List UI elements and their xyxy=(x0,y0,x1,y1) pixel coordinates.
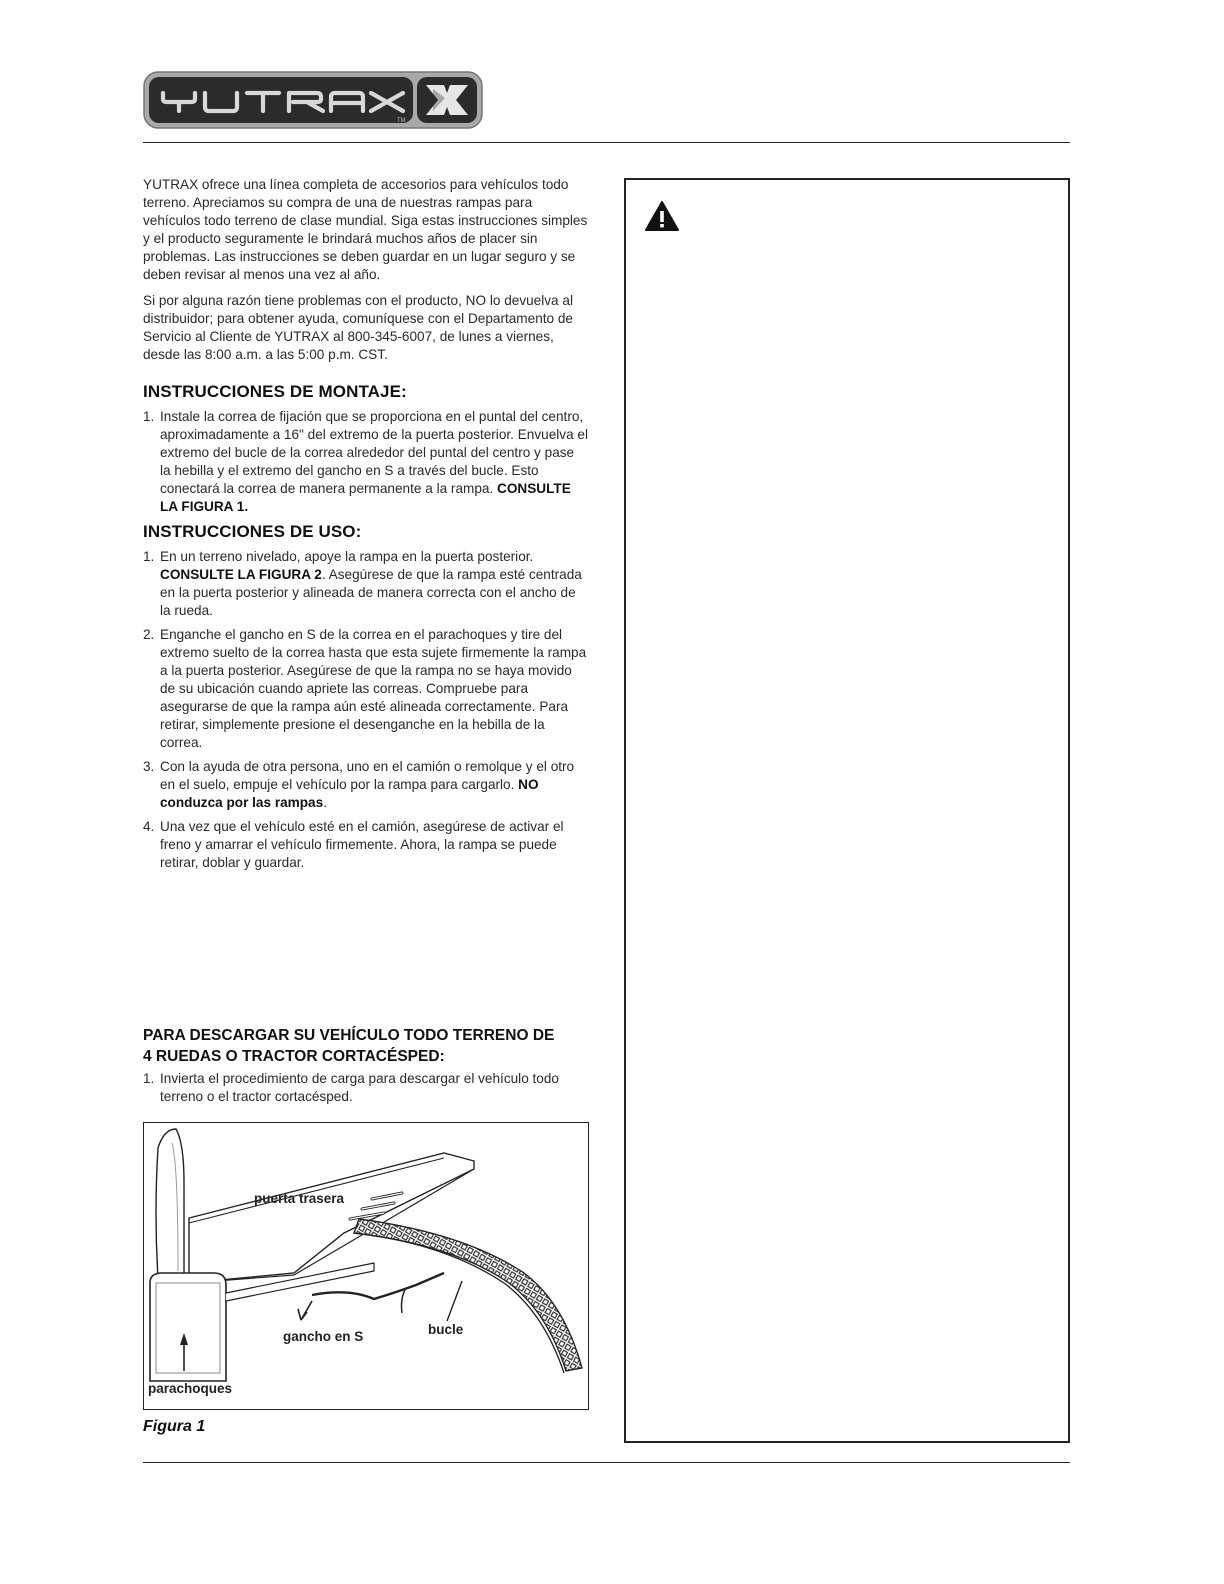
step-number: 1. xyxy=(143,549,155,564)
yutrax-logo xyxy=(143,71,483,132)
label-tailgate: puerta trasera xyxy=(254,1191,345,1206)
assembly-heading: INSTRUCCIONES DE MONTAJE: xyxy=(143,382,407,401)
unload-section xyxy=(143,1026,588,1112)
list-item xyxy=(143,1070,588,1106)
step-text: Una vez que el vehículo esté en el camión, asegúrese de activar el freno y amarrar el vehículo firmemente. Ahora, la rampa se puede retirar, doblar y guardar. xyxy=(160,819,564,870)
step-text: Invierta el procedimiento de carga para descargar el vehículo todo terreno o el tractor cortacésped. xyxy=(160,1071,559,1104)
list-item xyxy=(143,758,588,812)
top-rule xyxy=(143,142,1070,143)
intro-paragraph-2: Si por alguna razón tiene problemas con el producto, NO lo devuelva al distribuidor; para obtener ayuda, comuníquese con el Departamento de Servicio al Cliente de YUTRAX al 800-345-6007, de lunes a viernes, desde las 8:00 a.m. a las 5:00 p.m. CST. xyxy=(143,293,573,362)
label-bumper: parachoques xyxy=(148,1381,233,1396)
list-item xyxy=(143,408,588,516)
brand-name: YUTRAX xyxy=(151,131,156,132)
bumper-shape xyxy=(150,1273,226,1381)
warning-box xyxy=(624,178,1070,1443)
step-number: 4. xyxy=(143,819,155,834)
usage-heading: INSTRUCCIONES DE USO: xyxy=(143,522,362,541)
step-text: Con la ayuda de otra persona, uno en el camión o remolque y el otro en el suelo, empuje el vehículo por la rampa para cargarlo. xyxy=(160,759,575,792)
step-number: 3. xyxy=(143,759,155,774)
list-item xyxy=(143,626,588,752)
trademark-mark: TM xyxy=(397,118,406,124)
unload-heading-line-2: 4 RUEDAS O TRACTOR CORTACÉSPED: xyxy=(143,1048,445,1065)
warning-emphasis: NO conduzca por las rampas xyxy=(160,777,539,810)
step-text: . Asegúrese de que la rampa esté centrada en la puerta posterior y alineada de manera correcta con el ancho de la rueda. xyxy=(160,567,582,618)
unload-steps xyxy=(143,1070,588,1106)
figure-caption: Figura 1 xyxy=(143,1418,206,1435)
step-number: 1. xyxy=(143,409,155,424)
usage-steps xyxy=(143,548,588,872)
assembly-steps xyxy=(143,408,588,516)
list-item xyxy=(143,818,588,872)
step-number: 2. xyxy=(143,627,155,642)
truck-post-shape xyxy=(156,1129,184,1278)
bottom-rule xyxy=(143,1462,1070,1463)
unload-heading-line-1: PARA DESCARGAR SU VEHÍCULO TODO TERRENO DE xyxy=(143,1027,555,1044)
left-column xyxy=(143,176,588,878)
step-text: Instale la correa de fijación que se proporciona en el puntal del centro, aproximadamente a 16" del extremo de la puerta posterior. Envuelva el extremo del bucle de la correa alrededor del puntal del centro y pase la hebilla y el extremo del gancho en S a través del bucle. Esto conectará la correa de manera permanente a la rampa. xyxy=(160,409,588,496)
warning-triangle-icon xyxy=(644,200,680,232)
step-text: . xyxy=(323,795,327,810)
label-s-hook: gancho en S xyxy=(283,1329,364,1344)
step-text: En un terreno nivelado, apoye la rampa en la puerta posterior. xyxy=(160,549,534,564)
figure-1 xyxy=(143,1122,589,1410)
label-loop: bucle xyxy=(428,1322,464,1337)
tailgate-shape xyxy=(189,1153,474,1283)
figure-reference: CONSULTE LA FIGURA 1. xyxy=(160,481,571,514)
ramp-illustration xyxy=(144,1123,590,1411)
intro-paragraph-1: YUTRAX ofrece una línea completa de accesorios para vehículos todo terreno. Apreciamos su compra de una de nuestras rampas para vehículos todo terreno de clase mundial. Siga estas instrucciones simples y el producto seguramente le brindará muchos años de placer sin problemas. Las instrucciones se deben guardar en un lugar seguro y se deben revisar al menos una vez al año. xyxy=(143,177,588,282)
step-text: Enganche el gancho en S de la correa en el parachoques y tire del extremo suelto de la correa hasta que esta sujete firmemente la rampa a la puerta posterior. Asegúrese de que la rampa no se haya movido de su ubicación cuando apriete las correas. Compruebe para asegurarse de que la rampa aún esté alineada correctamente. Para retirar, simplemente presione el desenganche en la hebilla de la correa. xyxy=(160,627,587,750)
list-item xyxy=(143,548,588,620)
figure-reference: CONSULTE LA FIGURA 2 xyxy=(160,567,322,582)
step-number: 1. xyxy=(143,1071,155,1086)
